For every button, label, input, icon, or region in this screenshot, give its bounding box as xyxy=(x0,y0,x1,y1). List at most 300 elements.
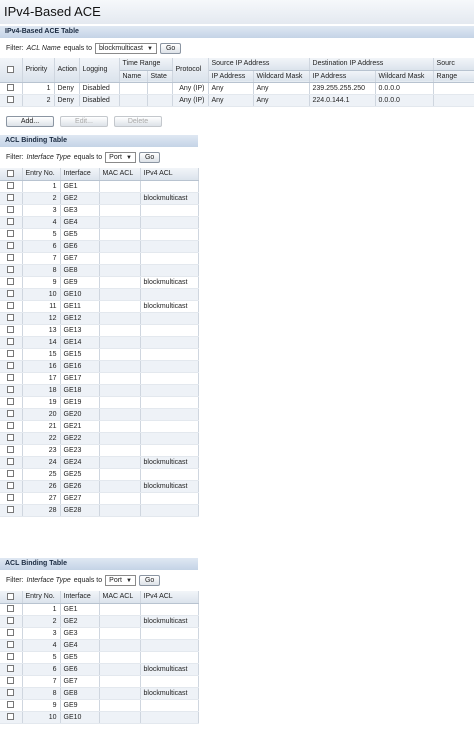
ipv4-acl-cell xyxy=(140,639,198,651)
row-checkbox[interactable] xyxy=(7,470,14,477)
row-select-cell xyxy=(0,384,22,396)
filter-label: Filter: xyxy=(6,577,24,584)
interface-cell: GE26 xyxy=(60,480,99,492)
entry-no-cell: 23 xyxy=(22,444,60,456)
time-range-state-cell xyxy=(147,94,172,106)
table-row[interactable] xyxy=(0,687,198,699)
table-row[interactable] xyxy=(0,336,198,348)
ipv4-acl-cell xyxy=(140,699,198,711)
table-row[interactable] xyxy=(0,456,198,468)
filter-label: Filter: xyxy=(6,154,24,161)
row-checkbox[interactable] xyxy=(7,84,14,91)
priority-cell: 1 xyxy=(22,82,54,94)
row-checkbox[interactable] xyxy=(7,629,14,636)
logging-cell: Disabled xyxy=(79,82,119,94)
select-all-checkbox[interactable] xyxy=(7,170,14,177)
entry-no-cell: 3 xyxy=(22,204,60,216)
mac-acl-cell xyxy=(99,615,140,627)
row-checkbox[interactable] xyxy=(7,422,14,429)
table-row[interactable] xyxy=(0,94,474,106)
row-checkbox[interactable] xyxy=(7,374,14,381)
row-checkbox[interactable] xyxy=(7,194,14,201)
mac-acl-cell xyxy=(99,432,140,444)
ipv4-acl-cell xyxy=(140,240,198,252)
entry-no-cell: 14 xyxy=(22,336,60,348)
table-row[interactable] xyxy=(0,240,198,252)
row-select-cell xyxy=(0,276,22,288)
entry-no-cell: 13 xyxy=(22,324,60,336)
src-ip-cell: Any xyxy=(208,82,253,94)
ipv4-acl-cell xyxy=(140,324,198,336)
table-row[interactable] xyxy=(0,480,198,492)
src-mask-cell: Any xyxy=(253,94,309,106)
interface-cell: GE28 xyxy=(60,504,99,516)
filter-field: Interface Type xyxy=(26,154,71,161)
row-checkbox[interactable] xyxy=(7,653,14,660)
entry-no-cell: 7 xyxy=(22,675,60,687)
row-select-cell xyxy=(0,216,22,228)
entry-no-cell: 10 xyxy=(22,711,60,723)
entry-no-cell: 12 xyxy=(22,312,60,324)
interface-cell: GE7 xyxy=(60,252,99,264)
dst-mask-cell: 0.0.0.0 xyxy=(375,82,433,94)
interface-cell: GE13 xyxy=(60,324,99,336)
row-checkbox[interactable] xyxy=(7,290,14,297)
go-button[interactable]: Go xyxy=(139,152,160,163)
ipv4-acl-cell xyxy=(140,384,198,396)
col-tr-name: Name xyxy=(119,70,147,82)
table-row[interactable] xyxy=(0,432,198,444)
col-priority: Priority xyxy=(22,58,54,82)
mac-acl-cell xyxy=(99,468,140,480)
row-checkbox[interactable] xyxy=(7,182,14,189)
table-row[interactable] xyxy=(0,663,198,675)
interface-cell: GE3 xyxy=(60,627,99,639)
row-select-cell xyxy=(0,372,22,384)
select-all-checkbox[interactable] xyxy=(7,593,14,600)
mac-acl-cell xyxy=(99,675,140,687)
table-row[interactable] xyxy=(0,180,198,192)
interface-cell: GE4 xyxy=(60,216,99,228)
interface-cell: GE5 xyxy=(60,228,99,240)
interface-cell: GE8 xyxy=(60,264,99,276)
row-checkbox[interactable] xyxy=(7,434,14,441)
row-checkbox[interactable] xyxy=(7,314,14,321)
entry-no-cell: 6 xyxy=(22,663,60,675)
entry-no-cell: 9 xyxy=(22,699,60,711)
interface-cell: GE18 xyxy=(60,384,99,396)
ipv4-acl-cell xyxy=(140,312,198,324)
table-row[interactable] xyxy=(0,348,198,360)
filter-op: equals to xyxy=(73,154,103,161)
table-row[interactable] xyxy=(0,396,198,408)
entry-no-cell: 20 xyxy=(22,408,60,420)
chevron-down-icon: ▼ xyxy=(147,46,153,52)
table-row[interactable] xyxy=(0,264,198,276)
add-button[interactable]: Add... xyxy=(6,116,54,127)
table-row[interactable] xyxy=(0,300,198,312)
entry-no-cell: 28 xyxy=(22,504,60,516)
interface-type-select[interactable]: Port ▼ xyxy=(105,575,136,586)
col-mac-acl: MAC ACL xyxy=(99,168,140,180)
ipv4-acl-cell: blockmulticast xyxy=(140,687,198,699)
ipv4-acl-cell: blockmulticast xyxy=(140,480,198,492)
mac-acl-cell xyxy=(99,192,140,204)
delete-button[interactable]: Delete xyxy=(114,116,162,127)
table-row[interactable] xyxy=(0,468,198,480)
row-select-cell xyxy=(0,312,22,324)
ipv4-acl-cell xyxy=(140,396,198,408)
entry-no-cell: 25 xyxy=(22,468,60,480)
row-checkbox[interactable] xyxy=(7,446,14,453)
mac-acl-cell xyxy=(99,651,140,663)
mac-acl-cell xyxy=(99,627,140,639)
table-row[interactable] xyxy=(0,192,198,204)
col-source-range: Sourc xyxy=(433,58,474,70)
mac-acl-cell xyxy=(99,396,140,408)
entry-no-cell: 18 xyxy=(22,384,60,396)
row-checkbox[interactable] xyxy=(7,689,14,696)
acl-name-select[interactable]: blockmulticast ▼ xyxy=(95,43,157,54)
entry-no-cell: 6 xyxy=(22,240,60,252)
interface-cell: GE10 xyxy=(60,711,99,723)
mac-acl-cell xyxy=(99,420,140,432)
mac-acl-cell xyxy=(99,336,140,348)
row-select-cell xyxy=(0,240,22,252)
row-checkbox[interactable] xyxy=(7,701,14,708)
row-checkbox[interactable] xyxy=(7,641,14,648)
select-all-header xyxy=(0,591,22,603)
interface-cell: GE16 xyxy=(60,360,99,372)
action-cell: Deny xyxy=(54,82,79,94)
interface-cell: GE5 xyxy=(60,651,99,663)
filter-label: Filter: xyxy=(6,45,24,52)
col-interface: Interface xyxy=(60,591,99,603)
table-row[interactable] xyxy=(0,639,198,651)
row-select-cell xyxy=(0,180,22,192)
col-src-ip-address: IP Address xyxy=(208,70,253,82)
binding-2-filter-row xyxy=(0,573,198,588)
filter-op: equals to xyxy=(73,577,103,584)
entry-no-cell: 2 xyxy=(22,192,60,204)
entry-no-cell: 4 xyxy=(22,216,60,228)
mac-acl-cell xyxy=(99,699,140,711)
entry-no-cell: 15 xyxy=(22,348,60,360)
entry-no-cell: 17 xyxy=(22,372,60,384)
row-select-cell xyxy=(0,288,22,300)
table-row[interactable] xyxy=(0,288,198,300)
entry-no-cell: 1 xyxy=(22,603,60,615)
protocol-cell: Any (IP) xyxy=(172,82,208,94)
ipv4-acl-cell: blockmulticast xyxy=(140,300,198,312)
select-all-header xyxy=(0,168,22,180)
col-dst-ip-address: IP Address xyxy=(309,70,375,82)
mac-acl-cell xyxy=(99,264,140,276)
entry-no-cell: 10 xyxy=(22,288,60,300)
entry-no-cell: 7 xyxy=(22,252,60,264)
row-select-cell xyxy=(0,360,22,372)
row-checkbox[interactable] xyxy=(7,230,14,237)
edit-button[interactable]: Edit... xyxy=(60,116,108,127)
row-checkbox[interactable] xyxy=(7,713,14,720)
time-range-state-cell xyxy=(147,82,172,94)
ipv4-acl-cell xyxy=(140,228,198,240)
ace-table-title: IPv4-Based ACE Table xyxy=(0,26,474,38)
priority-cell: 2 xyxy=(22,94,54,106)
entry-no-cell: 19 xyxy=(22,396,60,408)
table-row[interactable] xyxy=(0,504,198,516)
entry-no-cell: 1 xyxy=(22,180,60,192)
mac-acl-cell xyxy=(99,276,140,288)
protocol-cell: Any (IP) xyxy=(172,94,208,106)
ipv4-acl-cell xyxy=(140,504,198,516)
row-select-cell xyxy=(0,687,22,699)
table-row[interactable] xyxy=(0,492,198,504)
row-checkbox[interactable] xyxy=(7,386,14,393)
ipv4-acl-cell xyxy=(140,360,198,372)
logging-cell: Disabled xyxy=(79,94,119,106)
table-row[interactable] xyxy=(0,711,198,723)
table-row[interactable] xyxy=(0,420,198,432)
mac-acl-cell xyxy=(99,288,140,300)
ipv4-acl-cell xyxy=(140,711,198,723)
ipv4-acl-cell xyxy=(140,408,198,420)
ipv4-acl-cell xyxy=(140,627,198,639)
ipv4-acl-cell: blockmulticast xyxy=(140,456,198,468)
binding-table-1 xyxy=(0,168,199,517)
mac-acl-cell xyxy=(99,204,140,216)
row-checkbox[interactable] xyxy=(7,617,14,624)
row-select-cell xyxy=(0,699,22,711)
table-row[interactable] xyxy=(0,444,198,456)
table-row[interactable] xyxy=(0,651,198,663)
row-select-cell xyxy=(0,300,22,312)
table-row[interactable] xyxy=(0,312,198,324)
src-range-cell xyxy=(433,82,474,94)
interface-cell: GE27 xyxy=(60,492,99,504)
table-row[interactable] xyxy=(0,615,198,627)
row-checkbox[interactable] xyxy=(7,506,14,513)
col-ipv4-acl: IPv4 ACL xyxy=(140,591,198,603)
ipv4-acl-cell xyxy=(140,336,198,348)
mac-acl-cell xyxy=(99,240,140,252)
row-select-cell xyxy=(0,264,22,276)
ipv4-acl-cell xyxy=(140,252,198,264)
row-checkbox[interactable] xyxy=(7,605,14,612)
row-select-cell xyxy=(0,615,22,627)
row-checkbox[interactable] xyxy=(7,410,14,417)
go-button[interactable]: Go xyxy=(160,43,181,54)
row-checkbox[interactable] xyxy=(7,206,14,213)
binding-table-1-title: ACL Binding Table xyxy=(0,135,198,147)
row-checkbox[interactable] xyxy=(7,398,14,405)
mac-acl-cell xyxy=(99,711,140,723)
table-row[interactable] xyxy=(0,228,198,240)
interface-cell: GE15 xyxy=(60,348,99,360)
interface-cell: GE9 xyxy=(60,699,99,711)
interface-cell: GE6 xyxy=(60,663,99,675)
row-select-cell xyxy=(0,192,22,204)
mac-acl-cell xyxy=(99,663,140,675)
row-checkbox[interactable] xyxy=(7,665,14,672)
src-range-cell xyxy=(433,94,474,106)
table-row[interactable] xyxy=(0,408,198,420)
interface-cell: GE1 xyxy=(60,180,99,192)
interface-cell: GE2 xyxy=(60,192,99,204)
col-entry-no: Entry No. xyxy=(22,168,60,180)
col-dst-wildcard: Wildcard Mask xyxy=(375,70,433,82)
ipv4-acl-cell: blockmulticast xyxy=(140,192,198,204)
filter-field: Interface Type xyxy=(26,577,71,584)
row-checkbox[interactable] xyxy=(7,278,14,285)
interface-cell: GE4 xyxy=(60,639,99,651)
table-row[interactable] xyxy=(0,699,198,711)
mac-acl-cell xyxy=(99,360,140,372)
row-checkbox[interactable] xyxy=(7,350,14,357)
entry-no-cell: 24 xyxy=(22,456,60,468)
action-cell: Deny xyxy=(54,94,79,106)
ipv4-acl-cell xyxy=(140,204,198,216)
entry-no-cell: 3 xyxy=(22,627,60,639)
table-row[interactable] xyxy=(0,603,198,615)
select-all-checkbox[interactable] xyxy=(7,66,14,73)
entry-no-cell: 27 xyxy=(22,492,60,504)
row-select-cell xyxy=(0,504,22,516)
interface-cell: GE24 xyxy=(60,456,99,468)
row-select-cell xyxy=(0,639,22,651)
row-checkbox[interactable] xyxy=(7,266,14,273)
chevron-down-icon: ▼ xyxy=(126,155,132,161)
entry-no-cell: 4 xyxy=(22,639,60,651)
table-row[interactable] xyxy=(0,324,198,336)
interface-cell: GE23 xyxy=(60,444,99,456)
ipv4-acl-cell xyxy=(140,372,198,384)
col-mac-acl: MAC ACL xyxy=(99,591,140,603)
row-checkbox[interactable] xyxy=(7,494,14,501)
interface-cell: GE14 xyxy=(60,336,99,348)
dst-ip-cell: 224.0.144.1 xyxy=(309,94,375,106)
row-select-cell xyxy=(0,94,22,106)
row-select-cell xyxy=(0,336,22,348)
col-src-wildcard: Wildcard Mask xyxy=(253,70,309,82)
table-row[interactable] xyxy=(0,252,198,264)
table-row[interactable] xyxy=(0,372,198,384)
mac-acl-cell xyxy=(99,216,140,228)
col-protocol: Protocol xyxy=(172,58,208,82)
table-row[interactable] xyxy=(0,675,198,687)
row-checkbox[interactable] xyxy=(7,677,14,684)
row-checkbox[interactable] xyxy=(7,96,14,103)
col-entry-no: Entry No. xyxy=(22,591,60,603)
col-source-ip: Source IP Address xyxy=(208,58,309,70)
row-checkbox[interactable] xyxy=(7,458,14,465)
table-row[interactable] xyxy=(0,384,198,396)
row-select-cell xyxy=(0,252,22,264)
row-checkbox[interactable] xyxy=(7,218,14,225)
interface-cell: GE1 xyxy=(60,603,99,615)
mac-acl-cell xyxy=(99,228,140,240)
ace-action-bar xyxy=(0,114,474,128)
chevron-down-icon: ▼ xyxy=(126,578,132,584)
mac-acl-cell xyxy=(99,384,140,396)
row-select-cell xyxy=(0,603,22,615)
row-select-cell xyxy=(0,444,22,456)
mac-acl-cell xyxy=(99,252,140,264)
filter-field: ACL Name xyxy=(26,45,61,52)
interface-cell: GE22 xyxy=(60,432,99,444)
mac-acl-cell xyxy=(99,372,140,384)
interface-type-select[interactable]: Port ▼ xyxy=(105,152,136,163)
table-row[interactable] xyxy=(0,360,198,372)
interface-cell: GE2 xyxy=(60,615,99,627)
entry-no-cell: 5 xyxy=(22,228,60,240)
filter-op: equals to xyxy=(63,45,93,52)
ipv4-acl-cell: blockmulticast xyxy=(140,276,198,288)
table-row[interactable] xyxy=(0,276,198,288)
table-row[interactable] xyxy=(0,216,198,228)
row-select-cell xyxy=(0,228,22,240)
mac-acl-cell xyxy=(99,324,140,336)
entry-no-cell: 11 xyxy=(22,300,60,312)
mac-acl-cell xyxy=(99,408,140,420)
mac-acl-cell xyxy=(99,456,140,468)
row-select-cell xyxy=(0,492,22,504)
mac-acl-cell xyxy=(99,687,140,699)
table-row[interactable] xyxy=(0,82,474,94)
interface-cell: GE9 xyxy=(60,276,99,288)
time-range-name-cell xyxy=(119,94,147,106)
row-select-cell xyxy=(0,432,22,444)
interface-cell: GE20 xyxy=(60,408,99,420)
entry-no-cell: 22 xyxy=(22,432,60,444)
row-checkbox[interactable] xyxy=(7,482,14,489)
row-checkbox[interactable] xyxy=(7,326,14,333)
row-select-cell xyxy=(0,324,22,336)
entry-no-cell: 8 xyxy=(22,264,60,276)
table-row[interactable] xyxy=(0,627,198,639)
entry-no-cell: 8 xyxy=(22,687,60,699)
row-checkbox[interactable] xyxy=(7,254,14,261)
interface-cell: GE3 xyxy=(60,204,99,216)
row-select-cell xyxy=(0,408,22,420)
ipv4-acl-cell xyxy=(140,492,198,504)
entry-no-cell: 9 xyxy=(22,276,60,288)
go-button[interactable]: Go xyxy=(139,575,160,586)
row-select-cell xyxy=(0,675,22,687)
row-select-cell xyxy=(0,480,22,492)
interface-cell: GE21 xyxy=(60,420,99,432)
row-checkbox[interactable] xyxy=(7,242,14,249)
row-checkbox[interactable] xyxy=(7,338,14,345)
entry-no-cell: 16 xyxy=(22,360,60,372)
ipv4-acl-cell xyxy=(140,444,198,456)
src-mask-cell: Any xyxy=(253,82,309,94)
ipv4-acl-cell xyxy=(140,651,198,663)
row-checkbox[interactable] xyxy=(7,362,14,369)
page-title: IPv4-Based ACE xyxy=(0,0,474,24)
ace-filter-row xyxy=(0,41,474,56)
row-select-cell xyxy=(0,711,22,723)
table-row[interactable] xyxy=(0,204,198,216)
dst-ip-cell: 239.255.255.250 xyxy=(309,82,375,94)
interface-cell: GE8 xyxy=(60,687,99,699)
col-logging: Logging xyxy=(79,58,119,82)
row-select-cell xyxy=(0,396,22,408)
row-select-cell xyxy=(0,348,22,360)
row-checkbox[interactable] xyxy=(7,302,14,309)
ipv4-acl-cell xyxy=(140,432,198,444)
interface-cell: GE19 xyxy=(60,396,99,408)
